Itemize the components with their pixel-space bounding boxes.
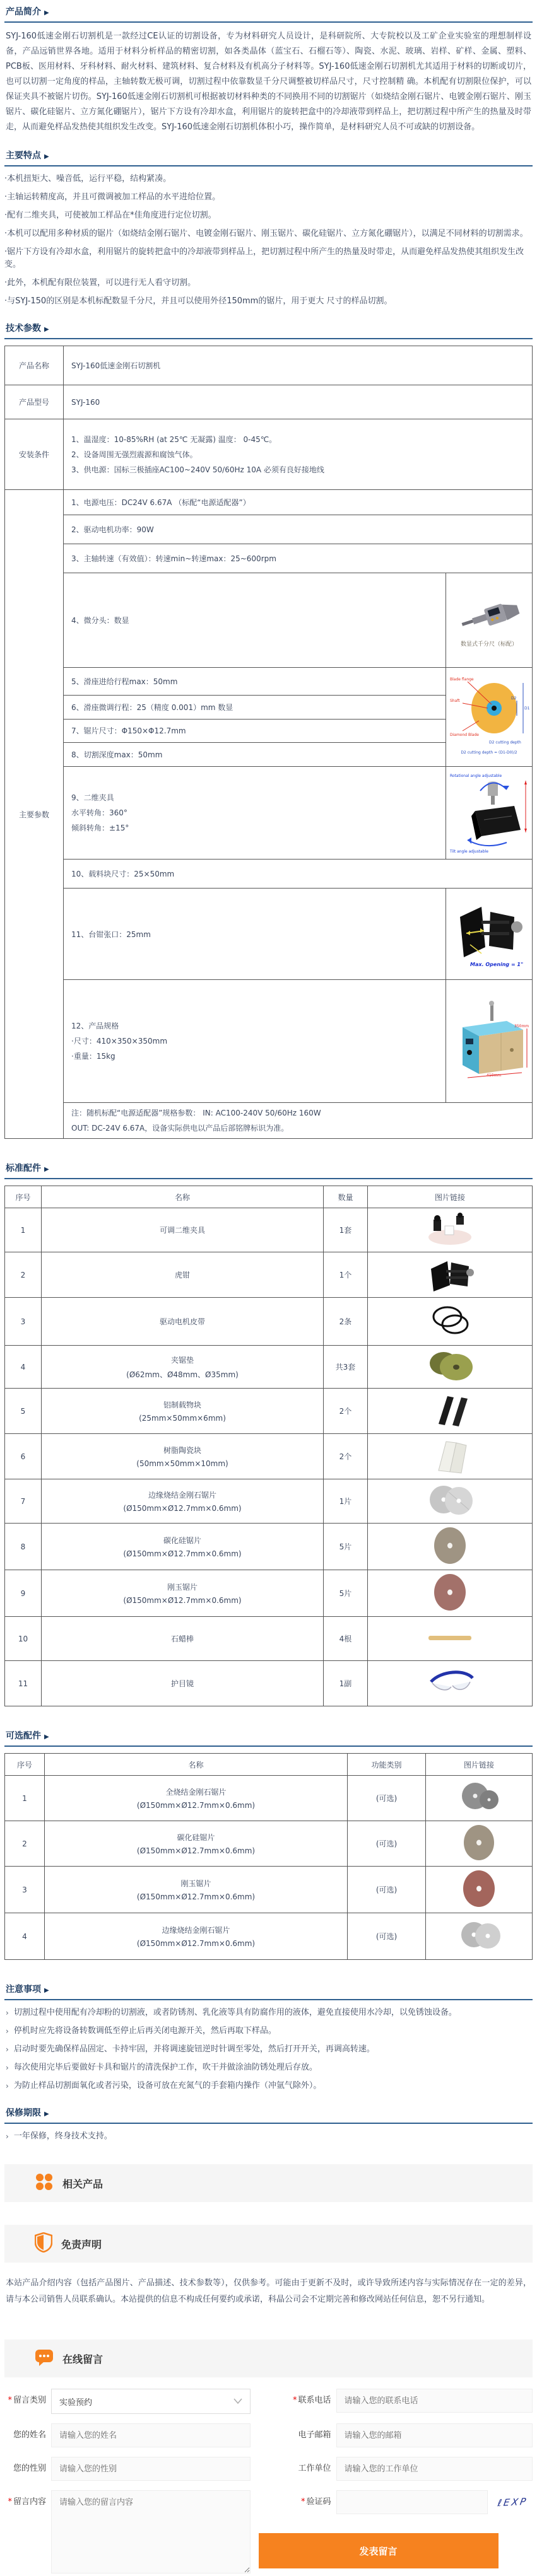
section-heading-tech <box>4 317 533 338</box>
blade-diagram <box>446 668 532 767</box>
accessory-name: 树脂陶瓷块 <box>163 1446 201 1455</box>
accessory-spec: (Ø150mm×Ø12.7mm×0.6mm) <box>136 1801 256 1810</box>
micrometer-image <box>454 590 524 648</box>
install-line: 3、供电源：国标三极插座AC100~240V 50/60Hz 10A 必须有良好接地线 <box>71 465 324 474</box>
band-title: 在线留言 <box>62 2353 103 2365</box>
chat-bubble-icon <box>35 2348 54 2369</box>
table-row <box>5 1821 533 1867</box>
message-textarea[interactable] <box>51 2490 251 2573</box>
accessory-spec: (50mm×50mm×10mm) <box>136 1459 228 1468</box>
accessory-qty: 2个 <box>324 1389 368 1434</box>
tech-param: 7、锯片尺寸：Φ150×Φ12.7mm <box>64 719 446 743</box>
col-header: 名称 <box>45 1754 348 1776</box>
section-title: 注意事项 <box>6 1984 41 1995</box>
row-index: 10 <box>5 1617 42 1661</box>
chevron-down-icon <box>233 2397 242 2406</box>
band-title: 免责声明 <box>61 2238 102 2251</box>
accessory-category: (可选) <box>348 1913 426 1960</box>
tech-param <box>64 980 446 1103</box>
row-index: 3 <box>5 1867 45 1913</box>
name-input[interactable] <box>51 2423 251 2447</box>
tech-note <box>64 1103 533 1139</box>
accessory-name: 驱动电机皮带 <box>159 1317 205 1326</box>
tech-param: 6、滑座微调行程：25（精度 0.001）mm 数显 <box>64 695 446 719</box>
section-divider <box>4 1746 533 1747</box>
section-title: 保修期限 <box>6 2108 41 2118</box>
field-label: 电子邮箱 <box>298 2430 331 2440</box>
row-index: 3 <box>5 1298 42 1346</box>
accessory-photo-sic-blade[interactable] <box>426 1821 533 1867</box>
required-mark: * <box>292 2396 297 2405</box>
section-divider <box>4 1178 533 1179</box>
grid-dots-icon <box>35 2172 54 2194</box>
row-index: 8 <box>5 1524 42 1570</box>
section-divider <box>4 21 533 23</box>
machine-image <box>449 1000 529 1081</box>
blade-label: D2 cutting depth <box>488 740 521 745</box>
accessory-name: 碳化硅锯片 <box>163 1536 201 1545</box>
triangle-marker-icon: ▶ <box>44 1166 49 1173</box>
section-title: 产品简介 <box>6 7 41 17</box>
accessory-qty: 共3套 <box>324 1346 368 1389</box>
field-label: * 验证码 <box>300 2497 331 2507</box>
accessory-name: 夹锯垫 <box>170 1355 194 1365</box>
accessory-spec: (25mm×50mm×6mm) <box>139 1414 226 1423</box>
feature-item: ·配有二维夹具，可使被加工样品在*佳角度进行定位切割。 <box>4 211 216 220</box>
row-index: 5 <box>5 1389 42 1434</box>
tech-param: 2、驱动电机功率：90W <box>64 515 533 544</box>
row-index: 6 <box>5 1434 42 1479</box>
col-header: 数量 <box>324 1186 368 1208</box>
accessory-photo-sic-blade[interactable] <box>368 1524 533 1570</box>
table-row <box>5 1913 533 1960</box>
accessory-qty: 5片 <box>324 1524 368 1570</box>
table-row <box>5 1208 533 1252</box>
triangle-marker-icon: ▶ <box>44 153 49 160</box>
warranty-list <box>4 2130 533 2143</box>
accessory-qty: 5片 <box>324 1570 368 1617</box>
message-band <box>4 2340 533 2377</box>
triangle-marker-icon: ▶ <box>44 9 49 16</box>
bullet-marker: › <box>6 2045 9 2054</box>
message-category-select[interactable] <box>51 2389 251 2414</box>
tech-param: 1、电源电压：DC24V 6.67A （标配“电源适配器”） <box>64 490 533 515</box>
tech-row-label: 产品名称 <box>5 346 64 385</box>
tech-param: 11、台钳张口：25mm <box>64 889 446 980</box>
accessory-photo-corundum-blade[interactable] <box>368 1570 533 1617</box>
email-input[interactable] <box>336 2423 533 2447</box>
triangle-marker-icon: ▶ <box>44 1734 49 1740</box>
accessory-photo-ceramic[interactable] <box>368 1434 533 1479</box>
feature-item: ·此外，本机配有限位装置，可以进行无人看守切割。 <box>4 278 196 288</box>
col-header: 图片链接 <box>368 1186 533 1208</box>
section-heading-standard <box>4 1157 533 1178</box>
accessory-name: 可调二维夹具 <box>159 1226 205 1235</box>
tech-row-value: SYJ-160低速金刚石切割机 <box>64 346 533 385</box>
field-label: 您的姓名 <box>13 2430 46 2440</box>
row-index: 4 <box>5 1913 45 1960</box>
feature-item: ·主轴运转精度高，并且可微调被加工样品的水平进给位置。 <box>4 192 221 202</box>
note-item: › 启动时要先确保样品固定、卡持牢固，并将调速旋钮逆时针调至零处，然后打开开关，再调高转速。 <box>4 2043 533 2056</box>
section-heading-notes <box>4 1978 533 1999</box>
table-row <box>5 1434 533 1479</box>
phone-input[interactable] <box>336 2389 533 2413</box>
tech-param-line: 水平转角：360° <box>71 808 127 817</box>
accessory-qty: 2条 <box>324 1298 368 1346</box>
captcha-input[interactable] <box>336 2490 488 2514</box>
bullet-marker: › <box>6 2063 9 2072</box>
table-row <box>5 1479 533 1524</box>
field-label: 您的性别 <box>13 2464 46 2473</box>
section-title: 标准配件 <box>6 1163 41 1174</box>
related-products-band <box>4 2164 533 2202</box>
table-header-row <box>5 1754 533 1776</box>
accessory-spec: (Ø150mm×Ø12.7mm×0.6mm) <box>123 1504 242 1513</box>
accessory-spec: (Ø150mm×Ø12.7mm×0.6mm) <box>136 1892 256 1901</box>
tech-params-table <box>4 346 533 1139</box>
micrometer-caption: 数显式千分尺（标配） <box>460 641 517 648</box>
field-label: * 留言内容 <box>8 2497 46 2507</box>
section-title: 主要特点 <box>6 151 41 161</box>
tech-row-label: 安装条件 <box>5 419 64 490</box>
accessory-spec: (Ø150mm×Ø12.7mm×0.6mm) <box>123 1549 242 1558</box>
blade-label: Shaft <box>449 699 460 703</box>
table-row <box>5 1776 533 1821</box>
accessory-photo-belts[interactable] <box>368 1298 533 1346</box>
tech-param-line: ·重量：15kg <box>71 1052 115 1061</box>
table-row <box>5 1617 533 1661</box>
tech-param-line: 倾斜转角：±15° <box>71 824 129 832</box>
fixture-label: Rotational angle adjustable <box>449 774 502 778</box>
accessory-qty: 1个 <box>324 1252 368 1298</box>
section-heading-intro <box>4 0 533 21</box>
disclaimer-text: 本站产品介绍内容（包括产品图片、产品描述、技术参数等），仅供参考。可能由于更新不及时，或许导致所述内容与实际情况存在一定的差异，请与本公司销售人员联系确认。本站提供的信息不构成任何要约或承诺，科晶公司会不定期完善和修改网站任何信息，恕不另行通知。 <box>6 2278 531 2304</box>
note-item: › 切割过程中使用配有冷却粉的切割液，或者防锈剂、乳化液等具有防腐作用的液体，避免直接使用水冷却，以免锈蚀设备。 <box>4 2007 533 2019</box>
col-header: 序号 <box>5 1754 45 1776</box>
accessory-photo-flanges[interactable] <box>368 1346 533 1389</box>
tech-note-line: OUT: DC-24V 6.67A，设备实际供电以产品后部铭牌标识为准。 <box>71 1124 289 1133</box>
col-header: 功能类别 <box>348 1754 426 1776</box>
accessory-qty: 1副 <box>324 1661 368 1706</box>
accessory-qty: 4根 <box>324 1617 368 1661</box>
accessory-category: (可选) <box>348 1776 426 1821</box>
col-header: 图片链接 <box>426 1754 533 1776</box>
accessory-name: 边缘烧结金刚石锯片 <box>148 1491 216 1500</box>
tech-param <box>64 767 446 860</box>
accessory-qty: 1套 <box>324 1208 368 1252</box>
accessory-photo-edge-sintered-blade[interactable] <box>426 1913 533 1960</box>
tech-param-line: 9、二维夹具 <box>71 793 114 802</box>
bullet-marker: › <box>6 2027 9 2036</box>
tech-param: 4、微分头：数显 <box>64 573 446 668</box>
table-header-row <box>5 1186 533 1208</box>
table-row <box>5 1570 533 1617</box>
accessory-name: 刚玉锯片 <box>180 1879 211 1888</box>
note-item: › 停机时应先将设备转数调低至停止后再关闭电源开关，然后再取下样品。 <box>4 2025 533 2037</box>
blade-label: D1 <box>524 706 529 711</box>
triangle-marker-icon: ▶ <box>44 2111 49 2118</box>
accessory-qty: 1片 <box>324 1479 368 1524</box>
table-row <box>5 1867 533 1913</box>
table-row <box>5 1252 533 1298</box>
optional-accessories-table <box>4 1753 533 1960</box>
section-heading-warranty <box>4 2101 533 2123</box>
accessory-name: 全烧结金刚石锯片 <box>165 1788 227 1797</box>
row-index: 2 <box>5 1252 42 1298</box>
accessory-photo-blocks[interactable] <box>368 1389 533 1434</box>
row-index: 2 <box>5 1821 45 1867</box>
accessory-name: 边缘烧结金刚石锯片 <box>162 1926 230 1935</box>
vise-label: Max. Opening = 1" <box>469 961 524 967</box>
accessory-name: 护目镜 <box>170 1679 194 1688</box>
col-header: 名称 <box>42 1186 324 1208</box>
tech-row-value <box>64 419 533 490</box>
col-header: 序号 <box>5 1186 42 1208</box>
blade-diagram-image <box>449 670 529 762</box>
machine-photo <box>446 980 532 1103</box>
accessory-photo-sintered-blade[interactable] <box>368 1479 533 1524</box>
section-divider <box>4 165 533 166</box>
fixture-label: Tilt angle adjustable <box>449 849 488 854</box>
blade-formula: D2 cutting depth = (D1-D0)/2 <box>461 750 517 755</box>
micrometer-photo <box>446 573 532 668</box>
tech-param: 8、切割深度max：50mm <box>64 743 446 767</box>
accessory-name: 虎钳 <box>174 1271 190 1279</box>
company-input[interactable] <box>336 2457 533 2481</box>
accessory-qty: 2个 <box>324 1434 368 1479</box>
accessory-category: (可选) <box>348 1867 426 1913</box>
accessory-name: 石蜡棒 <box>170 1635 194 1643</box>
accessory-photo-vise[interactable] <box>368 1252 533 1298</box>
row-index: 1 <box>5 1776 45 1821</box>
selected-option: 实验预约 <box>59 2398 93 2408</box>
fixture-2d-image <box>449 769 529 854</box>
accessory-category: (可选) <box>348 1821 426 1867</box>
note-item: › 每次使用完毕后要做好卡具和锯片的清洗保护工作，吹干并做涂油防锈处理后存放。 <box>4 2061 533 2074</box>
accessory-photo-wax-stick[interactable] <box>368 1617 533 1661</box>
accessory-spec: (Ø150mm×Ø12.7mm×0.6mm) <box>136 1939 256 1948</box>
feature-list <box>4 173 533 308</box>
table-row <box>5 1389 533 1434</box>
shield-icon <box>35 2232 52 2255</box>
intro-paragraph: SYJ-160低速金刚石切割机是一款经过CE认证的切割设备，专为材料研究人员设计，是科研院所、大专院校以及工矿企业实验室的理想制样设备，产品远销世界各地。适用于材料分析样品的精密切割，如各类晶体（蓝宝石、石榴石等）、陶瓷、水泥、玻璃、岩样、矿样、金属、塑料、PCB板、医用材料、牙科材料、耐火材料、建筑材料、复合材料及有机高分子材料等。SYJ-160低速金刚石切割机尤其适用于材料的切断或切片，也可以切割一定角度的样品，主轴转数无极可调，切割过程中依靠数显千分尺调整被切样品尺寸，尺寸控制精 确。本机配有切割限位保护，可以保证夹具不被锯片切伤。SYJ-160低速金刚石切割机可根据被切材料种类的不同换用不同的切割锯片（如烧结金刚石锯片、电镀金刚石锯片、刚玉锯片、碳化硅锯片、立方氮化硼锯片），锯片下方设有冷却水盒，利用锯片的旋转把盒中的冷却液带到样品上，把切割过程中所产生的热量及时带走，从而避免样品发热使其组织发生改变。SYJ-160低速金刚石切割机体积小巧，操作简单，是材料研究人员不可或缺的切割设备。 <box>6 32 531 132</box>
feature-item: ·与SYJ-150的区别是本机标配数显千分尺，并且可以使用外径150mm的锯片，用于更大 尺寸的样品切割。 <box>4 296 392 306</box>
section-heading-features <box>4 144 533 165</box>
accessory-spec: (Ø150mm×Ø12.7mm×0.6mm) <box>136 1846 256 1855</box>
accessory-name: 碳化硅锯片 <box>177 1833 215 1842</box>
field-label: 工作单位 <box>298 2464 331 2473</box>
machine-dim-label: 350mm <box>514 1023 529 1029</box>
accessory-spec: (Ø150mm×Ø12.7mm×0.6mm) <box>123 1596 242 1605</box>
feature-item: ·锯片下方设有冷却水盒，利用锯片的旋转把盒中的冷却液带到样品上，把切割过程中所产生的热量及时带走，从而避免样品发热使其组织发生改变。 <box>4 247 524 269</box>
message-form <box>4 2377 533 2576</box>
triangle-marker-icon: ▶ <box>44 326 49 333</box>
table-row <box>5 1661 533 1706</box>
notes-list <box>4 2007 533 2092</box>
tech-param: 3、主轴转速（有效值）：转速min~转速max：25~600rpm <box>64 544 533 573</box>
note-item: › 为防止样品切割面氧化或者污染，设备可放在充氮气的手套箱内操作（冲氩气除外）。 <box>4 2080 533 2092</box>
tech-param: 5、滑座进给行程max：50mm <box>64 668 446 696</box>
bullet-marker: › <box>6 2082 9 2090</box>
field-label: * 留言类别 <box>8 2396 46 2405</box>
required-mark: * <box>8 2396 12 2405</box>
feature-item: ·本机扭矩大、噪音低，运行平稳，结构紧凑。 <box>4 174 172 184</box>
warranty-item: › 一年保修，终身技术支持。 <box>4 2130 533 2143</box>
section-title: 技术参数 <box>6 323 41 334</box>
fixture-2d-photo <box>446 767 532 860</box>
blade-label: D2 <box>510 696 517 701</box>
row-index: 11 <box>5 1661 42 1706</box>
accessory-photo-full-sintered-blade[interactable] <box>426 1776 533 1821</box>
blade-label: Diamond Blade <box>449 733 479 737</box>
disclaimer-band <box>4 2225 533 2263</box>
row-index: 9 <box>5 1570 42 1617</box>
standard-accessories-table <box>4 1186 533 1706</box>
row-index: 1 <box>5 1208 42 1252</box>
accessory-name: 铝制载物块 <box>163 1401 201 1409</box>
section-divider <box>4 338 533 339</box>
tech-param: 10、载料块尺寸：25×50mm <box>64 860 533 889</box>
section-divider <box>4 2123 533 2124</box>
install-line: 1、温湿度：10-85%RH (at 25℃ 无凝露) 温度： 0-45℃。 <box>71 434 277 444</box>
submit-comment-button[interactable]: 发表留言 <box>259 2533 499 2568</box>
accessory-name: 刚玉锯片 <box>167 1583 198 1592</box>
tech-row-value: SYJ-160 <box>64 385 533 419</box>
vise-image <box>449 895 529 971</box>
section-heading-optional <box>4 1724 533 1746</box>
accessory-photo-corundum-blade[interactable] <box>426 1867 533 1913</box>
table-row <box>5 1346 533 1389</box>
tech-note-line: 注：随机标配“电源适配器”规格参数： IN: AC100-240V 50/60Hz 160W <box>71 1109 321 1117</box>
gender-input[interactable] <box>51 2457 251 2481</box>
accessory-spec: (Ø62mm、Ø48mm、Ø35mm) <box>126 1370 239 1379</box>
field-label: * 联系电话 <box>292 2396 331 2405</box>
section-divider <box>4 1999 533 2000</box>
band-title: 相关产品 <box>62 2177 103 2190</box>
tech-param-line: 12、产品规格 <box>71 1022 119 1030</box>
install-line: 2、设备周围无强烈震源和腐蚀气体。 <box>71 450 198 459</box>
table-row <box>5 1524 533 1570</box>
row-index: 4 <box>5 1346 42 1389</box>
section-title: 可选配件 <box>6 1731 41 1741</box>
table-row <box>5 1298 533 1346</box>
tech-param-line: ·尺寸：410×350×350mm <box>71 1037 168 1046</box>
row-index: 7 <box>5 1479 42 1524</box>
vise-photo <box>446 889 532 980</box>
machine-dim-label: 410mm <box>486 1073 502 1078</box>
captcha-image[interactable]: ℓEXP <box>496 2495 529 2509</box>
blade-label: Blade flange <box>449 677 474 682</box>
required-mark: * <box>8 2497 12 2507</box>
bullet-marker: › <box>6 2132 9 2141</box>
tech-row-label: 主要参数 <box>5 490 64 1139</box>
required-mark: * <box>300 2497 305 2507</box>
bullet-marker: › <box>6 2008 9 2017</box>
tech-row-label: 产品型号 <box>5 385 64 419</box>
accessory-photo-goggles[interactable] <box>368 1661 533 1706</box>
feature-item: ·本机可以配用多种材质的锯片（如烧结金刚石锯片、电镀金刚石锯片、刚玉锯片、碳化硅锯片、立方氮化硼锯片），以满足不同材料的切割需求。 <box>4 229 528 238</box>
triangle-marker-icon: ▶ <box>44 1987 49 1994</box>
accessory-photo-fixture[interactable] <box>368 1208 533 1252</box>
